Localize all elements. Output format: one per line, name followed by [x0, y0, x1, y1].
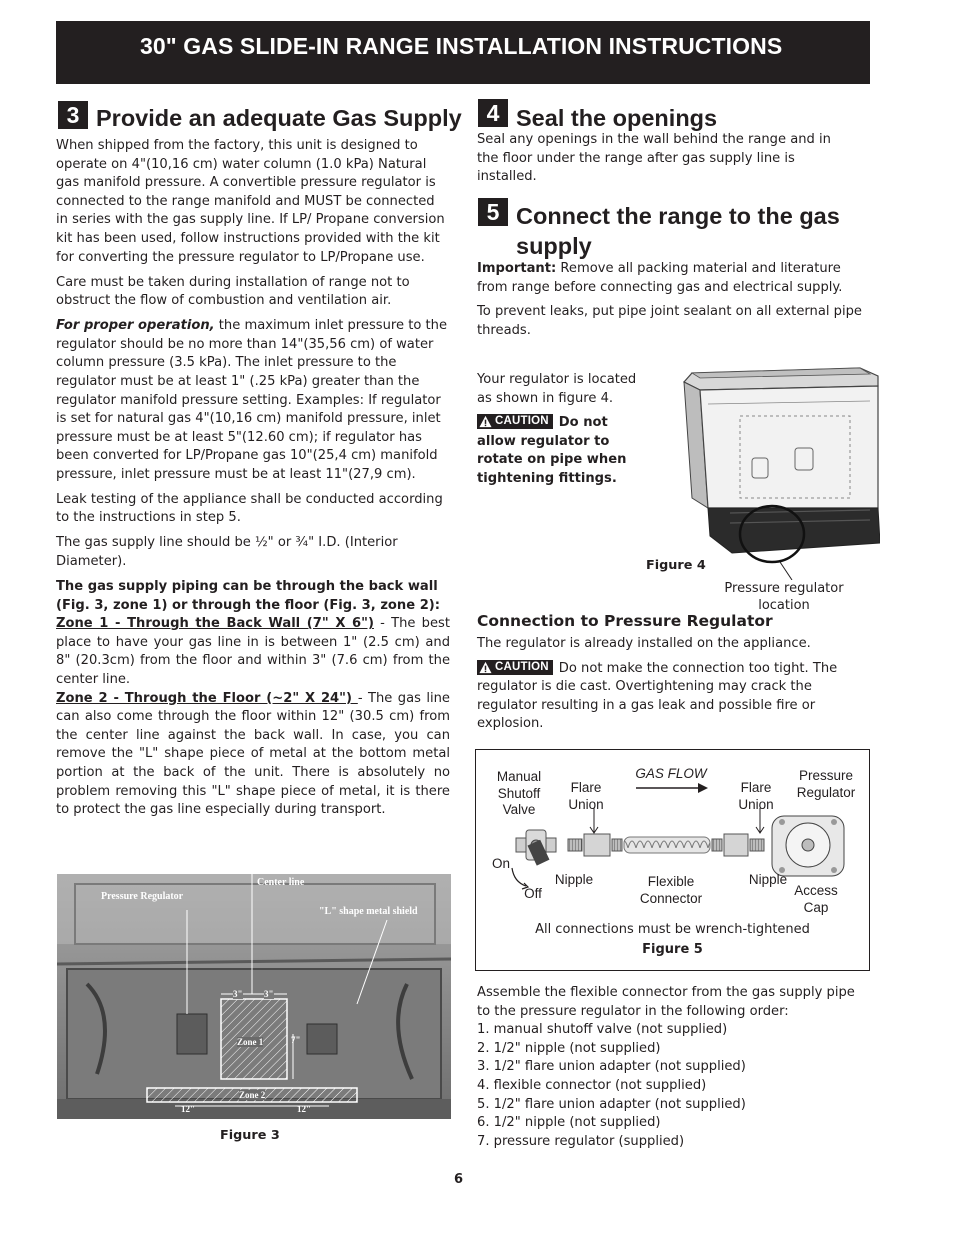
list-item: 6. 1/2" nipple (not supplied)	[477, 1115, 661, 1131]
step4-heading	[478, 99, 717, 133]
figure4-range-illustration	[670, 358, 880, 580]
step3-number: 3	[58, 101, 88, 129]
list-item: 3. 1/2" flare union adapter (not supplied)	[477, 1059, 746, 1075]
figure3-caption: Figure 3	[220, 1128, 280, 1143]
fig5-label-access-cap: Access Cap	[794, 883, 838, 915]
step4-text: Seal any openings in the wall behind the range and in the floor under the range after gas supply line is installed.	[477, 132, 831, 185]
warning-icon	[479, 415, 492, 428]
connection-body	[477, 635, 869, 740]
caution2-text: Do not make the connection too tight. The regulator is die cast. Overtightening may crack the regulator resulting in a gas leak and possible fire or explosion.	[477, 660, 838, 732]
step5-important	[477, 260, 869, 297]
fig3-label-shield: "L" shape metal shield	[319, 906, 418, 917]
step3-piping-note: The gas supply piping can be through the back wall (Fig. 3, zone 1) or through the floor (Fig. 3, zone 2):	[56, 579, 441, 613]
proper-operation-lead: For proper operation,	[56, 318, 215, 334]
step3-title: Provide an adequate Gas Supply	[96, 105, 462, 131]
step5-leaks: To prevent leaks, put pipe joint sealant on all external pipe threads.	[477, 304, 862, 338]
step5-body	[477, 260, 869, 346]
header-bar	[56, 21, 870, 84]
fig3-label-zone2: Zone 2	[239, 1090, 266, 1100]
caution-badge-label: CAUTION	[495, 660, 549, 673]
figure4-caption: Figure 4	[646, 558, 706, 573]
list-item: 2. 1/2" nipple (not supplied)	[477, 1040, 661, 1056]
step5-title: Connect the range to the gas supply	[516, 203, 840, 259]
fig3-label-zone1: Zone 1	[237, 1037, 264, 1047]
fig5-label-off: Off	[524, 886, 542, 901]
figure4-callout: Pressure regulator location	[724, 581, 844, 613]
regulator-location-block	[477, 371, 647, 495]
fig3-label-3b: 3"	[264, 989, 274, 999]
step4-body	[477, 131, 849, 193]
caution1-paragraph	[477, 414, 647, 488]
connection-heading: Connection to Pressure Regulator	[477, 612, 773, 630]
zone2-label: Zone 2 - Through the Floor (~2" X 24")	[56, 690, 358, 706]
step3-paragraph-2: Care must be taken during installation of range not to obstruct the flow of combustion and ventilation air.	[56, 274, 410, 309]
step5-heading	[478, 198, 892, 261]
caution-badge	[477, 414, 553, 429]
zone2-text: - The gas line can also come through the floor within 12" (30.5 cm) from the center line against the back wall. In case, you can remove the "L" shape piece of metal at the bottom metal portion at the back of the unit. There is absolutely no problem removing this "L" shape piece of metal, it is there to protect the gas line especially during transport.	[56, 690, 450, 818]
list-item: 4. flexible connector (not supplied)	[477, 1077, 707, 1093]
figure5-caption: Figure 5	[642, 942, 703, 957]
fig3-label-7: 7"	[291, 1035, 301, 1045]
fig5-label-flare-union-left: Flare Union	[568, 780, 604, 812]
zone1-text: - The best place to have your gas line in is between 1" (2.5 cm) and 8" (20.3cm) from the floor and within 3" (7.6 cm) from the center line.	[56, 616, 451, 687]
fig5-label-on: On	[491, 856, 510, 871]
caution2-paragraph	[477, 660, 869, 734]
step3-heading	[58, 101, 462, 133]
regulator-location-text: Your regulator is located as shown in figure 4.	[477, 372, 637, 406]
fig5-label-manual-shutoff: Manual Shutoff Valve	[496, 769, 542, 817]
fig5-label-nipple-left: Nipple	[554, 872, 594, 887]
step3-paragraph-5: The gas supply line should be ½" or ¾" I.D. (Interior Diameter).	[56, 535, 398, 570]
page-number: 6	[454, 1172, 464, 1187]
caution-badge	[477, 660, 553, 675]
figure3-photo	[57, 874, 451, 1119]
list-item: 7. pressure regulator (supplied)	[477, 1133, 685, 1149]
list-item: 5. 1/2" flare union adapter (not supplied)	[477, 1096, 746, 1112]
step5-number: 5	[478, 198, 508, 226]
step3-paragraph-3	[56, 317, 450, 484]
fig5-note: All connections must be wrench-tightened	[535, 922, 810, 937]
connection-line1: The regulator is already installed on the appliance.	[477, 636, 811, 651]
caution1-text: Do not allow regulator to rotate on pipe when tightening fittings.	[477, 415, 627, 486]
page-title: 30" GAS SLIDE-IN RANGE INSTALLATION INSTRUCTIONS	[140, 33, 783, 59]
zone1-label: Zone 1 - Through the Back Wall (7" X 6")	[56, 616, 374, 632]
fig5-label-gas-flow: GAS FLOW	[635, 766, 707, 781]
assembly-intro: Assemble the flexible connector from the gas supply pipe to the pressure regulator in the following order:	[477, 985, 855, 1019]
fig5-label-nipple-right: Nipple	[748, 872, 788, 887]
fig3-label-3a: 3"	[233, 989, 243, 999]
fig3-label-12b: 12"	[297, 1104, 311, 1114]
important-label: Important:	[477, 261, 557, 276]
step3-paragraph-1: When shipped from the factory, this unit is designed to operate on 4"(10,16 cm) water column (1.0 kPa) Natural gas manifold pressure. A convertible pressure regulator is connected to the range manifold and MUST be connected in series with the gas supply line. If LP/ Propane conversion kit has been used, follow instructions provided with the kit for converting the pressure regulator to LP/Propane use.	[56, 138, 445, 265]
list-item: 1. manual shutoff valve (not supplied)	[477, 1022, 728, 1038]
assembly-section	[477, 984, 872, 1151]
important-text: Remove all packing material and literature from range before connecting gas and electrical supply.	[477, 261, 843, 295]
fig3-label-centerline: Center line	[257, 877, 305, 888]
fig5-label-pressure-regulator: Pressure Regulator	[796, 768, 856, 800]
step3-body	[56, 137, 450, 820]
step3-paragraph-4: Leak testing of the appliance shall be conducted according to the instructions in step 5.	[56, 491, 443, 526]
fig3-label-regulator: Pressure Regulator	[101, 891, 184, 902]
zone1-paragraph	[56, 615, 450, 689]
zone2-paragraph	[56, 690, 450, 820]
step4-number: 4	[478, 99, 508, 127]
step4-title: Seal the openings	[516, 105, 718, 131]
proper-operation-text: the maximum inlet pressure to the regulator should be no more than 14"(35,56 cm) of water column pressure (3.5 kPa). The inlet pressure to the regulator must be at least 1" (.25 kPa) greater than the regulator manifold pressure setting. Examples: If regulator is set for natural gas 4"(10,16 cm) manifold pressure, inlet pressure must be at least 5"(12.60 cm); if regulator has been converted for LP/Propane gas 10"(25,4 cm) manifold pressure, inlet pressure must be at least 11"(27,9 cm).	[56, 318, 448, 482]
caution-badge-label: CAUTION	[495, 415, 549, 428]
fig3-label-12a: 12"	[181, 1104, 195, 1114]
assembly-order-list	[477, 1021, 872, 1151]
warning-icon	[479, 661, 492, 674]
fig5-label-flexible-connector: Flexible Connector	[639, 874, 703, 906]
figure5-box	[475, 749, 870, 971]
fig5-label-flare-union-right: Flare Union	[738, 780, 774, 812]
